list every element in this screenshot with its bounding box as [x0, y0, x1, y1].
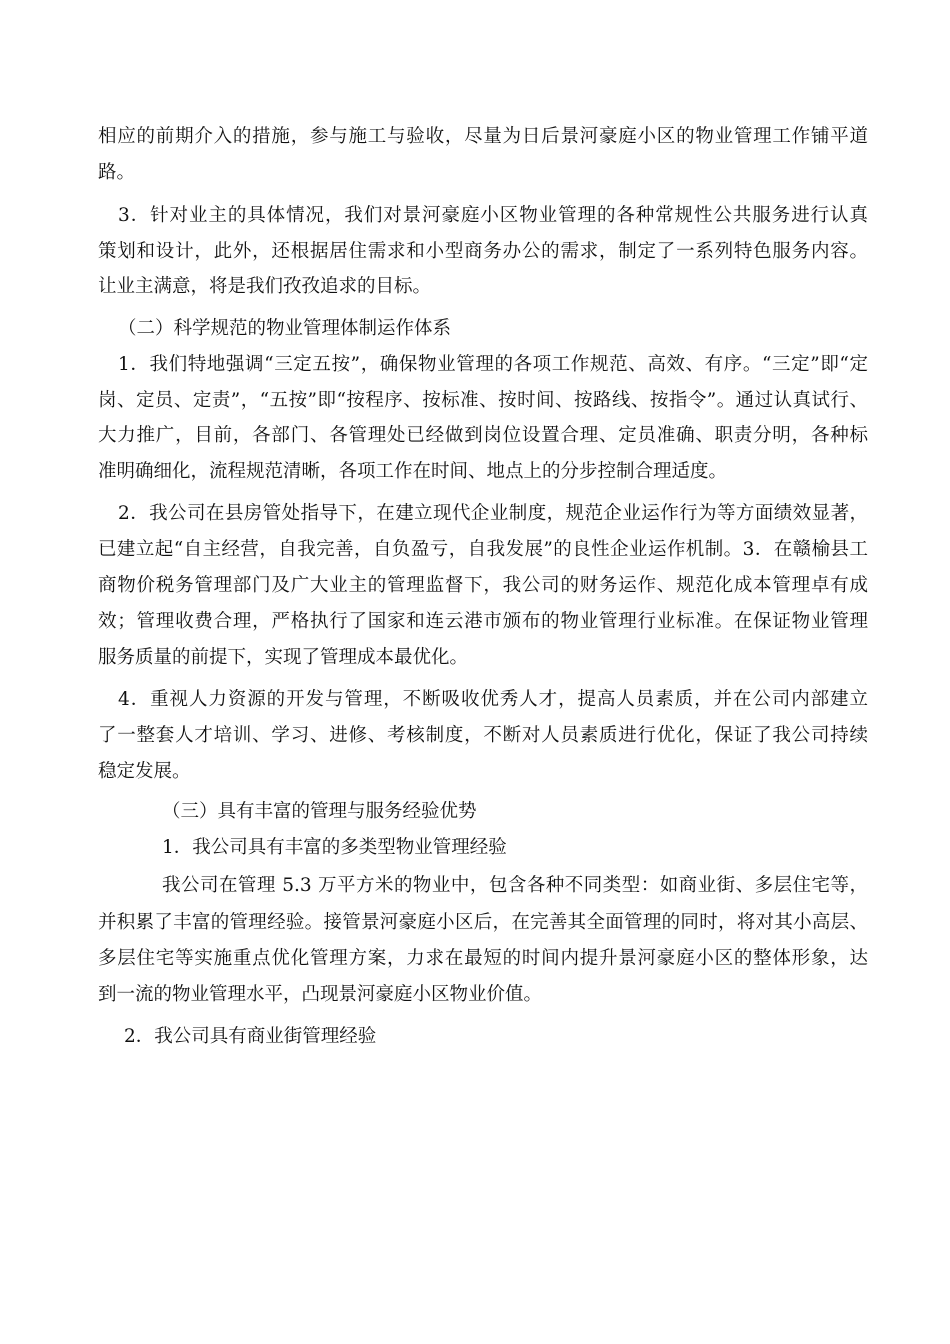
- text-line: 商物价税务管理部门及广大业主的管理监督下，我公司的财务运作、规范化成本管理卓有成: [98, 575, 868, 596]
- text-line: 已建立起“自主经营，自我完善，自负盈亏，自我发展”的良性企业运作机制。3．在赣榆县工: [98, 539, 868, 560]
- text-line: 并积累了丰富的管理经验。接管景河豪庭小区后，在完善其全面管理的同时，将对其小高层、: [98, 912, 868, 933]
- paragraph-start: 1．我们特地强调“三定五按”，确保物业管理的各项工作规范、高效、有序。“三定”即“定: [118, 354, 868, 375]
- subsection-heading: 1．我公司具有丰富的多类型物业管理经验: [162, 837, 507, 858]
- paragraph-start: 4．重视人力资源的开发与管理，不断吸收优秀人才，提高人员素质，并在公司内部建立: [118, 689, 868, 710]
- paragraph-start: 我公司在管理 5.3 万平方米的物业中，包含各种不同类型：如商业街、多层住宅等，: [162, 875, 868, 896]
- paragraph-start: 3．针对业主的具体情况，我们对景河豪庭小区物业管理的各种常规性公共服务进行认真: [118, 205, 868, 226]
- text-line: 了一整套人才培训、学习、进修、考核制度，不断对人员素质进行优化，保证了我公司持续: [98, 725, 868, 746]
- text-line: 稳定发展。: [98, 761, 191, 782]
- subsection-heading: 2．我公司具有商业街管理经验: [124, 1026, 377, 1047]
- text-line: 让业主满意，将是我们孜孜追求的目标。: [98, 276, 432, 297]
- text-line: 相应的前期介入的措施，参与施工与验收，尽量为日后景河豪庭小区的物业管理工作铺平道: [98, 126, 868, 147]
- text-line: 路。: [98, 162, 136, 183]
- paragraph-start: 2．我公司在县房管处指导下，在建立现代企业制度，规范企业运作行为等方面绩效显著，: [118, 503, 868, 524]
- text-line: 多层住宅等实施重点优化管理方案，力求在最短的时间内提升景河豪庭小区的整体形象，达: [98, 948, 868, 969]
- text-line: 大力推广，目前，各部门、各管理处已经做到岗位设置合理、定员准确、职责分明，各种标: [98, 425, 868, 446]
- section-heading: （三）具有丰富的管理与服务经验优势: [162, 801, 477, 822]
- text-line: 到一流的物业管理水平，凸现景河豪庭小区物业价值。: [98, 984, 543, 1005]
- text-line: 策划和设计，此外，还根据居住需求和小型商务办公的需求，制定了一系列特色服务内容。: [98, 241, 868, 262]
- text-line: 准明确细化，流程规范清晰，各项工作在时间、地点上的分步控制合理适度。: [98, 461, 728, 482]
- text-line: 服务质量的前提下，实现了管理成本最优化。: [98, 647, 469, 668]
- text-line: 效；管理收费合理，严格执行了国家和连云港市颁布的物业管理行业标准。在保证物业管理: [98, 611, 868, 632]
- text-line: 岗、定员、定责”，“五按”即“按程序、按标准、按时间、按路线、按指令”。通过认真试行、: [98, 390, 868, 411]
- section-heading: （二）科学规范的物业管理体制运作体系: [118, 318, 452, 339]
